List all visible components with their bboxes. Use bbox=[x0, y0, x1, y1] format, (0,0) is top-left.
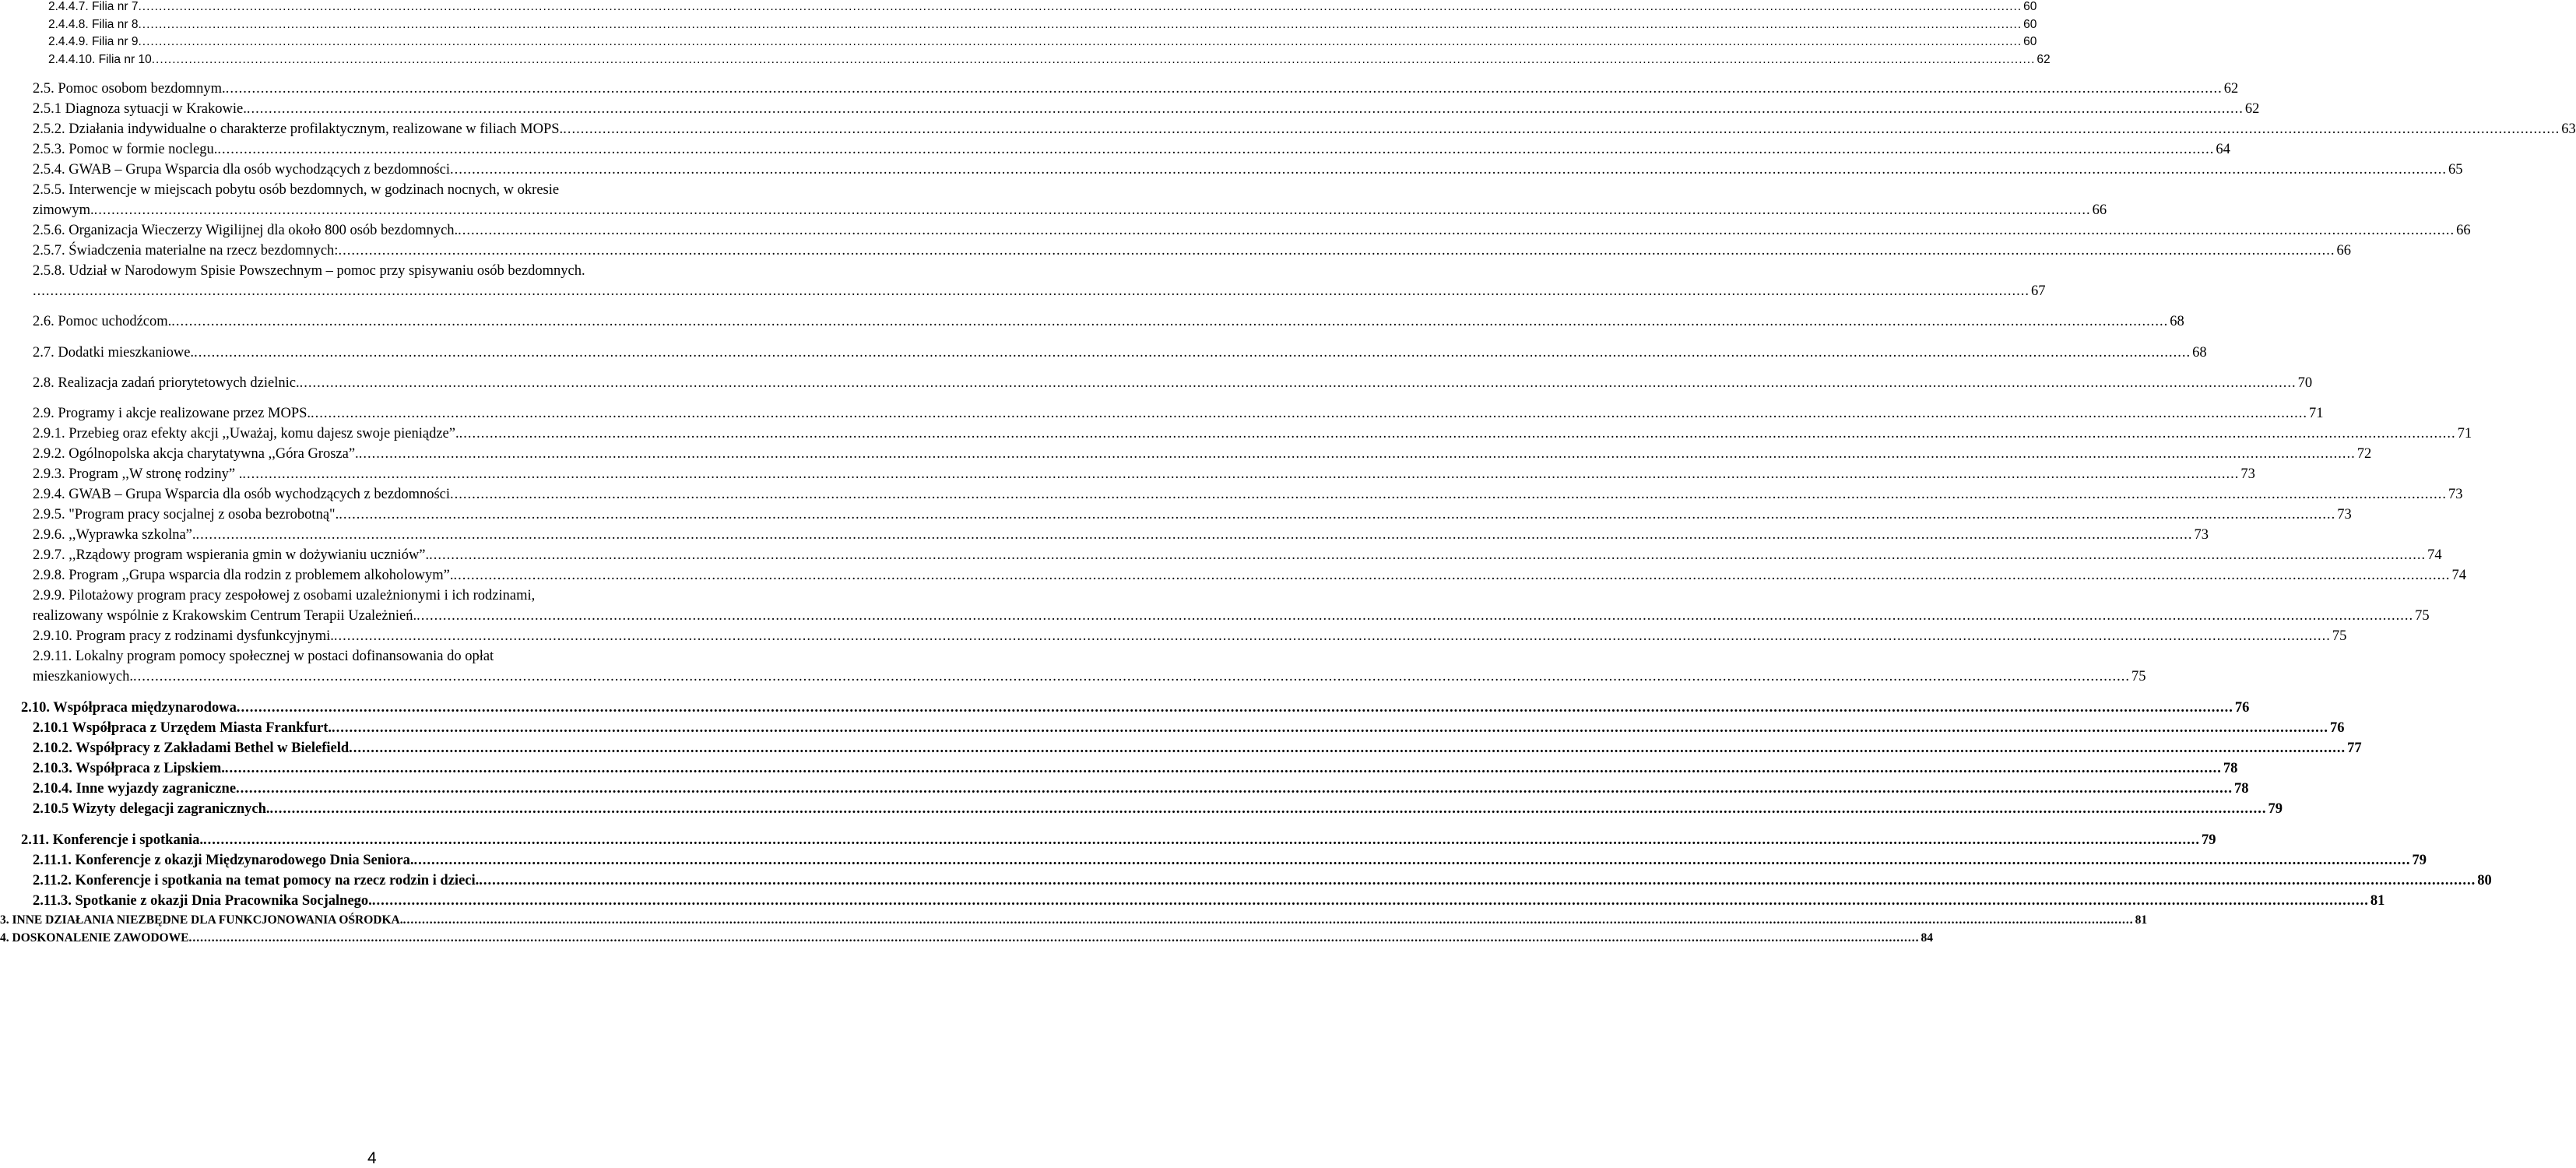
toc-entry-filia-9[interactable] bbox=[48, 35, 2037, 49]
toc-entry-2-10-2[interactable] bbox=[33, 741, 2362, 757]
toc-entry-label: 2.9. Programy i akcje realizowane przez MOPS. bbox=[33, 406, 311, 421]
toc-entry-label: 2.8. Realizacja zadań priorytetowych dzielnic. bbox=[33, 375, 300, 391]
toc-page-number: 66 bbox=[2336, 243, 2351, 259]
toc-entry-2-5[interactable] bbox=[33, 81, 2239, 97]
toc-entry-2-6[interactable] bbox=[33, 314, 2184, 330]
toc-page-number: 79 bbox=[2412, 853, 2427, 868]
toc-entry-label: 2.5.1 Diagnoza sytuacji w Krakowie. bbox=[33, 101, 247, 117]
dot-leader bbox=[138, 35, 2022, 49]
toc-entry-label: 2.9.4. GWAB – Grupa Wsparcia dla osób wychodzących z bezdomności bbox=[33, 487, 451, 502]
toc-entry-2-11[interactable] bbox=[21, 832, 2216, 849]
dot-leader bbox=[453, 568, 2450, 584]
toc-entry-label: 2.11.1. Konferencje z okazji Międzynarodowego Dnia Seniora. bbox=[33, 853, 414, 868]
dot-leader bbox=[414, 853, 2411, 869]
toc-page-number: 68 bbox=[2170, 314, 2184, 329]
toc-entry-2-9-11-label[interactable]: 2.9.11. Lokalny program pomocy społecznej w postaci dofinansowania do opłat bbox=[33, 649, 494, 664]
toc-entry-filia-7[interactable] bbox=[48, 0, 2037, 14]
toc-page-number: 73 bbox=[2240, 466, 2255, 482]
dot-leader bbox=[311, 406, 2307, 422]
toc-entry-label: 2.5.6. Organizacja Wieczerzy Wigilijnej dla około 800 osób bezdomnych. bbox=[33, 223, 459, 238]
toc-entry-2-5-3[interactable] bbox=[33, 142, 2230, 158]
toc-entry-3[interactable] bbox=[0, 913, 2148, 927]
toc-entry-label-cont: zimowym. bbox=[33, 202, 94, 218]
toc-entry-2-9[interactable] bbox=[33, 406, 2324, 422]
dot-leader bbox=[270, 801, 2267, 818]
toc-page-number: 81 bbox=[2135, 913, 2148, 927]
toc-entry-2-9-3[interactable] bbox=[33, 466, 2255, 483]
toc-page-number: 84 bbox=[1921, 931, 1933, 945]
toc-entry-label: 2.10.1 Współpraca z Urzędem Miasta Frankfurt. bbox=[33, 720, 332, 736]
toc-page-number: 64 bbox=[2216, 142, 2230, 157]
toc-entry-2-5-5-label[interactable]: 2.5.5. Interwencje w miejscach pobytu osób bezdomnych, w godzinach nocnych, w okresie bbox=[33, 182, 560, 198]
toc-page-number: 75 bbox=[2332, 628, 2347, 644]
dot-leader bbox=[225, 761, 2222, 777]
dot-leader bbox=[236, 781, 2233, 797]
toc-entry-2-9-6[interactable] bbox=[33, 527, 2209, 544]
dot-leader bbox=[334, 628, 2331, 645]
dot-leader bbox=[171, 314, 2168, 330]
toc-page-number: 67 bbox=[2031, 283, 2046, 299]
toc-page-number: 60 bbox=[2023, 18, 2037, 31]
dot-leader bbox=[359, 446, 2356, 463]
dot-leader bbox=[94, 202, 2091, 219]
toc-page-number: 71 bbox=[2457, 426, 2472, 442]
toc-entry-2-9-9[interactable] bbox=[33, 608, 2430, 624]
toc-page-number: 66 bbox=[2092, 202, 2107, 218]
toc-page-number: 78 bbox=[2223, 761, 2238, 776]
toc-page-number: 60 bbox=[2023, 0, 2037, 13]
toc-entry-label: 2.10.2. Współpracy z Zakładami Bethel w Bielefield bbox=[33, 741, 350, 756]
toc-page-number: 74 bbox=[2427, 547, 2442, 563]
dot-leader bbox=[203, 832, 2200, 849]
toc-entry-label: 2.5.4. GWAB – Grupa Wsparcia dla osób wychodzących z bezdomności bbox=[33, 162, 451, 178]
dot-leader bbox=[242, 466, 2239, 483]
dot-leader bbox=[133, 669, 2130, 685]
dot-leader bbox=[416, 608, 2413, 624]
toc-entry-label: 2.5. Pomoc osobom bezdomnym. bbox=[33, 81, 226, 97]
toc-entry-2-11-1[interactable] bbox=[33, 853, 2427, 869]
toc-entry-2-9-7[interactable] bbox=[33, 547, 2442, 564]
toc-entry-2-7[interactable] bbox=[33, 345, 2207, 361]
toc-entry-2-5-8-label[interactable]: 2.5.8. Udział w Narodowym Spisie Powszechnym – pomoc przy spisywaniu osób bezdomnych. bbox=[33, 263, 585, 279]
toc-page-number: 75 bbox=[2131, 669, 2146, 684]
dot-leader bbox=[450, 487, 2447, 503]
toc-entry-2-9-10[interactable] bbox=[33, 628, 2347, 645]
toc-entry-label: 2.9.7. ,,Rządowy program wspierania gmin w dożywianiu uczniów”. bbox=[33, 547, 430, 563]
toc-entry-2-9-8[interactable] bbox=[33, 568, 2466, 584]
toc-entry-label: 2.9.1. Przebieg oraz efekty akcji ,,Uważaj, komu dajesz swoje pieniądze”. bbox=[33, 426, 459, 442]
toc-page-number: 78 bbox=[2234, 781, 2249, 797]
toc-page-number: 80 bbox=[2477, 873, 2492, 888]
dot-leader bbox=[459, 426, 2456, 442]
toc-entry-label: 2.9.10. Program pracy z rodzinami dysfunkcyjnymi. bbox=[33, 628, 334, 644]
toc-entry-2-9-1[interactable] bbox=[33, 426, 2472, 442]
toc-entry-label-cont: realizowany wspólnie z Krakowskim Centrum Terapii Uzależnień. bbox=[33, 608, 417, 624]
toc-entry-2-5-7[interactable] bbox=[33, 243, 2351, 259]
dot-leader bbox=[33, 283, 2030, 300]
toc-entry-label: 2.9.6. ,,Wyprawka szkolna”. bbox=[33, 527, 196, 543]
toc-page-number: 77 bbox=[2347, 741, 2362, 756]
dot-leader bbox=[237, 700, 2233, 716]
toc-entry-2-5-4[interactable] bbox=[33, 162, 2463, 178]
toc-entry-label: 2.9.2. Ogólnopolska akcja charytatywna ,,Góra Grosza”. bbox=[33, 446, 359, 462]
toc-entry-label-cont: mieszkaniowych. bbox=[33, 669, 133, 684]
dot-leader bbox=[429, 547, 2426, 564]
toc-entry-2-5-8[interactable] bbox=[33, 283, 2046, 300]
dot-leader bbox=[247, 101, 2244, 118]
toc-entry-label: 4. DOSKONALENIE ZAWODOWE bbox=[0, 931, 189, 945]
toc-page-number: 81 bbox=[2370, 893, 2385, 909]
toc-entry-label: 2.9.8. Program ,,Grupa wsparcia dla rodzin z problemem alkoholowym”. bbox=[33, 568, 454, 583]
toc-page-number: 60 bbox=[2023, 35, 2037, 48]
dot-leader bbox=[479, 873, 2476, 889]
toc-page-number: 79 bbox=[2268, 801, 2283, 817]
toc-page-number: 71 bbox=[2309, 406, 2324, 421]
toc-page-number: 68 bbox=[2192, 345, 2207, 361]
toc-entry-label: 2.5.7. Świadczenia materialne na rzecz bezdomnych: bbox=[33, 243, 339, 259]
dot-leader bbox=[152, 53, 2036, 67]
toc-page-number: 62 bbox=[2244, 101, 2260, 117]
toc-entry-label: 2.11.3. Spotkanie z okazji Dnia Pracownika Socjalnego. bbox=[33, 893, 372, 909]
dot-leader bbox=[194, 345, 2191, 361]
toc-entry-2-9-5[interactable] bbox=[33, 507, 2352, 523]
dot-leader bbox=[188, 931, 1919, 945]
toc-entry-label: 3. INNE DZIAŁANIA NIEZBĘDNE DLA FUNKCJONOWANIA OŚRODKA. bbox=[0, 913, 403, 927]
toc-page-number: 73 bbox=[2337, 507, 2352, 522]
toc-page-number: 65 bbox=[2448, 162, 2463, 178]
toc-entry-label: 2.9.3. Program ,,W stronę rodziny” . bbox=[33, 466, 243, 482]
dot-leader bbox=[372, 893, 2369, 909]
toc-entry-filia-10[interactable] bbox=[48, 53, 2051, 67]
toc-entry-label: 2.6. Pomoc uchodźcom. bbox=[33, 314, 172, 329]
dot-leader bbox=[458, 223, 2455, 239]
toc-entry-label: 2.10.5 Wizyty delegacji zagranicznych. bbox=[33, 801, 270, 817]
toc-entry-2-10-1[interactable] bbox=[33, 720, 2345, 737]
toc-entry-label: 2.10.4. Inne wyjazdy zagraniczne bbox=[33, 781, 237, 797]
dot-leader bbox=[138, 0, 2022, 14]
toc-entry-label: 2.4.4.7. Filia nr 7 bbox=[48, 0, 139, 13]
toc-entry-2-11-2[interactable] bbox=[33, 873, 2492, 889]
toc-page-number: 76 bbox=[2330, 720, 2345, 736]
toc-entry-label: 2.4.4.9. Filia nr 9 bbox=[48, 35, 139, 48]
toc-entry-label: 2.7. Dodatki mieszkaniowe. bbox=[33, 345, 195, 361]
toc-entry-label: 2.10. Współpraca międzynarodowa bbox=[21, 700, 237, 716]
toc-entry-2-9-9-label[interactable]: 2.9.9. Pilotażowy program pracy zespołowej z osobami uzależnionymi i ich rodzinami, bbox=[33, 588, 536, 603]
dot-leader bbox=[450, 162, 2447, 178]
dot-leader bbox=[332, 720, 2328, 737]
dot-leader bbox=[403, 913, 2134, 927]
dot-leader bbox=[196, 527, 2193, 544]
toc-entry-label: 2.5.3. Pomoc w formie noclegu. bbox=[33, 142, 218, 157]
toc-entry-label: 2.10.3. Współpraca z Lipskiem. bbox=[33, 761, 225, 776]
toc-page-number: 62 bbox=[2037, 53, 2051, 66]
dot-leader bbox=[300, 375, 2297, 392]
toc-entry-4[interactable] bbox=[0, 931, 1933, 945]
dot-leader bbox=[217, 142, 2214, 158]
toc-page-number: 72 bbox=[2356, 446, 2372, 462]
dot-leader bbox=[339, 507, 2335, 523]
toc-entry-2-9-11[interactable] bbox=[33, 669, 2146, 685]
toc-page-number: 63 bbox=[2561, 121, 2576, 137]
toc-entry-2-10-5[interactable] bbox=[33, 801, 2283, 818]
toc-entry-2-5-1[interactable] bbox=[33, 101, 2260, 118]
toc-entry-label: 2.4.4.8. Filia nr 8 bbox=[48, 18, 139, 31]
dot-leader bbox=[349, 741, 2346, 757]
toc-entry-2-5-6[interactable] bbox=[33, 223, 2471, 239]
toc-page-number: 74 bbox=[2451, 568, 2466, 583]
toc-entry-2-5-5[interactable] bbox=[33, 202, 2107, 219]
toc-entry-label: 2.9.5. "Program pracy socjalnej z osoba bezrobotną". bbox=[33, 507, 339, 522]
toc-entry-2-8[interactable] bbox=[33, 375, 2313, 392]
dot-leader bbox=[226, 81, 2223, 97]
toc-entry-2-10-4[interactable] bbox=[33, 781, 2249, 797]
dot-leader bbox=[338, 243, 2335, 259]
toc-entry-label: 2.11.2. Konferencje i spotkania na temat pomocy na rzecz rodzin i dzieci. bbox=[33, 873, 480, 888]
toc-page-number: 73 bbox=[2448, 487, 2463, 502]
toc-entry-2-9-2[interactable] bbox=[33, 446, 2372, 463]
toc-entry-label: 2.4.4.10. Filia nr 10 bbox=[48, 53, 152, 66]
toc-entry-label: 2.11. Konferencje i spotkania. bbox=[21, 832, 203, 848]
toc-page-number: 62 bbox=[2223, 81, 2239, 97]
toc-entry-2-9-4[interactable] bbox=[33, 487, 2463, 503]
dot-leader bbox=[563, 121, 2560, 138]
toc-page-number: 70 bbox=[2297, 375, 2313, 391]
dot-leader bbox=[138, 18, 2022, 32]
toc-entry-filia-8[interactable] bbox=[48, 18, 2037, 32]
toc-entry-2-10[interactable] bbox=[21, 700, 2250, 716]
toc-page-number: 75 bbox=[2415, 608, 2430, 624]
toc-page-number: 79 bbox=[2202, 832, 2216, 848]
toc-entry-2-11-3[interactable] bbox=[33, 893, 2385, 909]
toc-page-number: 76 bbox=[2234, 700, 2250, 716]
toc-entry-label: 2.5.2. Działania indywidualne o charakterze profilaktycznym, realizowane w filiach MOPS. bbox=[33, 121, 564, 137]
toc-page-number: 66 bbox=[2456, 223, 2471, 238]
toc-page-number: 73 bbox=[2194, 527, 2209, 543]
page-number: 4 bbox=[367, 1149, 377, 1167]
toc-entry-2-10-3[interactable] bbox=[33, 761, 2238, 777]
toc-entry-2-5-2[interactable] bbox=[33, 121, 2576, 138]
